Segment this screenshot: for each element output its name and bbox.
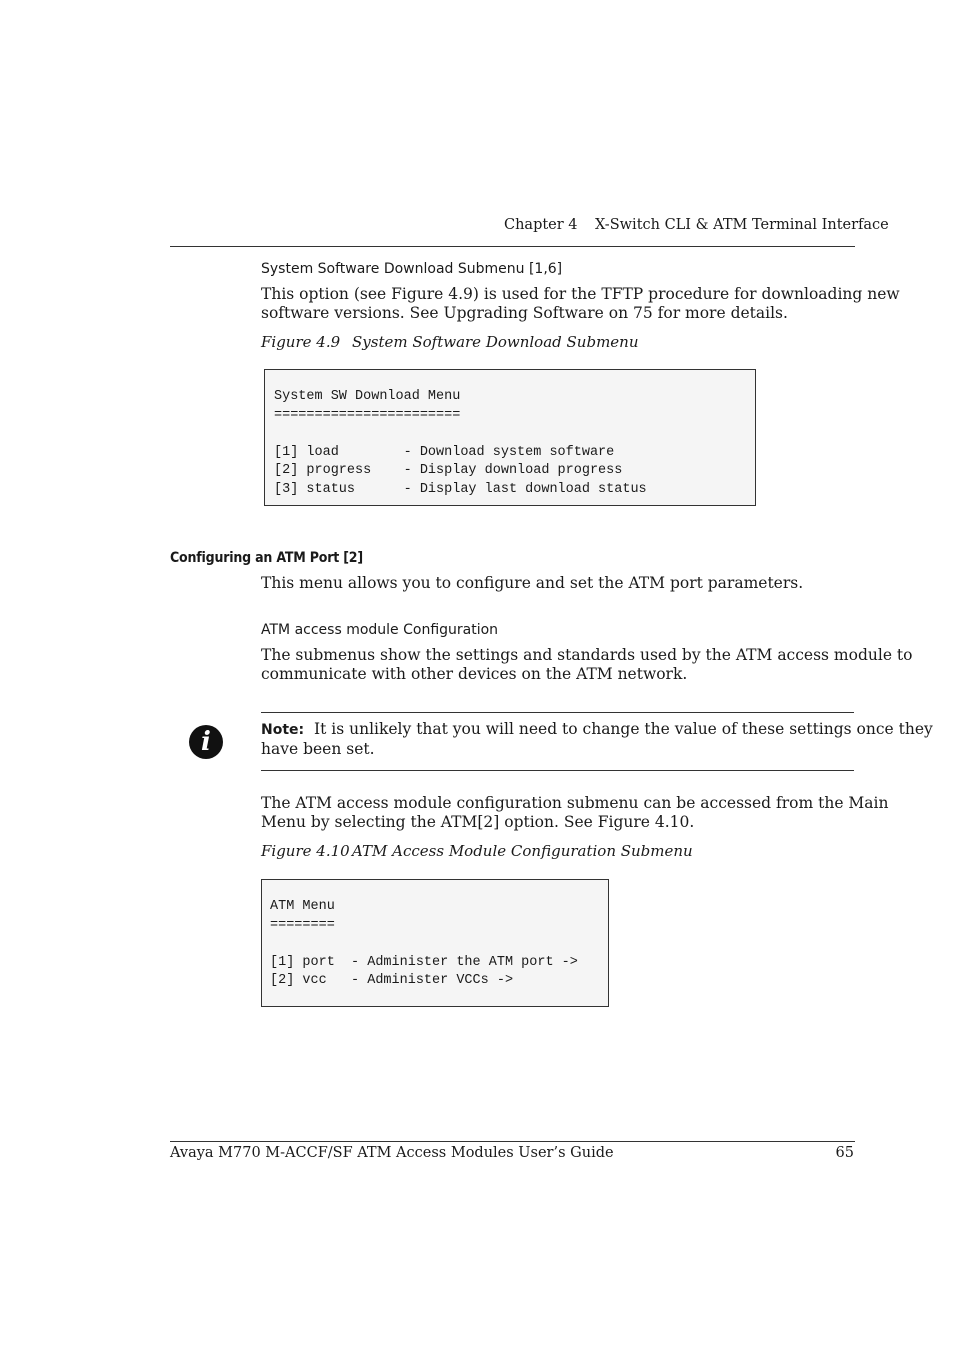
paragraph-line: software versions. See Upgrading Software on 75 for more details.	[261, 304, 788, 322]
paragraph-line: This option (see Figure 4.9) is used for the TFTP procedure for downloading new	[261, 285, 900, 303]
figure-number: Figure 4.10	[261, 842, 350, 860]
section-heading-atm-port: Configuring an ATM Port [2]	[170, 550, 363, 566]
code-box-sw-download-menu	[264, 369, 756, 506]
code-line: System SW Download Menu	[274, 389, 461, 404]
footer-guide-title: Avaya M770 M-ACCF/SF ATM Access Modules User’s Guide	[170, 1145, 614, 1161]
code-line: ATM Menu	[270, 899, 335, 914]
paragraph-line: communicate with other devices on the ATM network.	[261, 665, 688, 683]
figure-caption-4-10	[261, 842, 693, 861]
code-line	[274, 425, 755, 444]
code-line: [1] load - Download system software	[274, 444, 615, 460]
paragraph-line: The ATM access module configuration submenu can be accessed from the Main	[261, 794, 889, 812]
code-line: =======================	[274, 407, 461, 423]
code-line	[270, 935, 608, 954]
code-line: [2] vcc - Administer VCCs ->	[270, 973, 514, 988]
figure-title: ATM Access Module Configuration Submenu	[352, 842, 693, 860]
page-number: 65	[835, 1145, 854, 1161]
code-line: [2] progress - Display download progress	[274, 463, 623, 478]
subheading-atm-config: ATM access module Configuration	[261, 622, 499, 638]
code-line: [3] status - Display last download status	[274, 481, 647, 497]
paragraph-atm-config	[261, 646, 912, 684]
paragraph-sw-download	[261, 285, 900, 323]
code-line: ========	[270, 917, 335, 933]
figure-number: Figure 4.9	[261, 333, 341, 351]
figure-caption-4-9	[261, 333, 639, 352]
paragraph-line: Menu by selecting the ATM[2] option. See Figure 4.10.	[261, 813, 695, 831]
note-label: Note:	[261, 722, 305, 738]
note-block	[261, 720, 933, 759]
code-box-atm-menu	[261, 879, 609, 1007]
note-text: It is unlikely that you will need to change the value of these settings once they	[313, 720, 933, 738]
subheading-sw-download: System Software Download Submenu [1,6]	[261, 261, 563, 277]
header-title: X-Switch CLI & ATM Terminal Interface	[595, 217, 889, 233]
paragraph-atm-access	[261, 794, 888, 832]
footer-divider	[170, 1141, 855, 1142]
info-icon: i	[189, 725, 223, 759]
paragraph-line: The submenus show the settings and standards used by the ATM access module to	[261, 646, 913, 664]
header-divider	[170, 246, 855, 247]
header-chapter: Chapter 4	[504, 217, 578, 233]
note-top-rule	[261, 712, 854, 713]
code-line: [1] port - Administer the ATM port ->	[270, 954, 578, 970]
figure-title: System Software Download Submenu	[352, 333, 639, 351]
note-bottom-rule	[261, 770, 854, 771]
paragraph-atm-intro: This menu allows you to configure and set the ATM port parameters.	[261, 574, 804, 592]
note-text: have been set.	[261, 740, 375, 758]
